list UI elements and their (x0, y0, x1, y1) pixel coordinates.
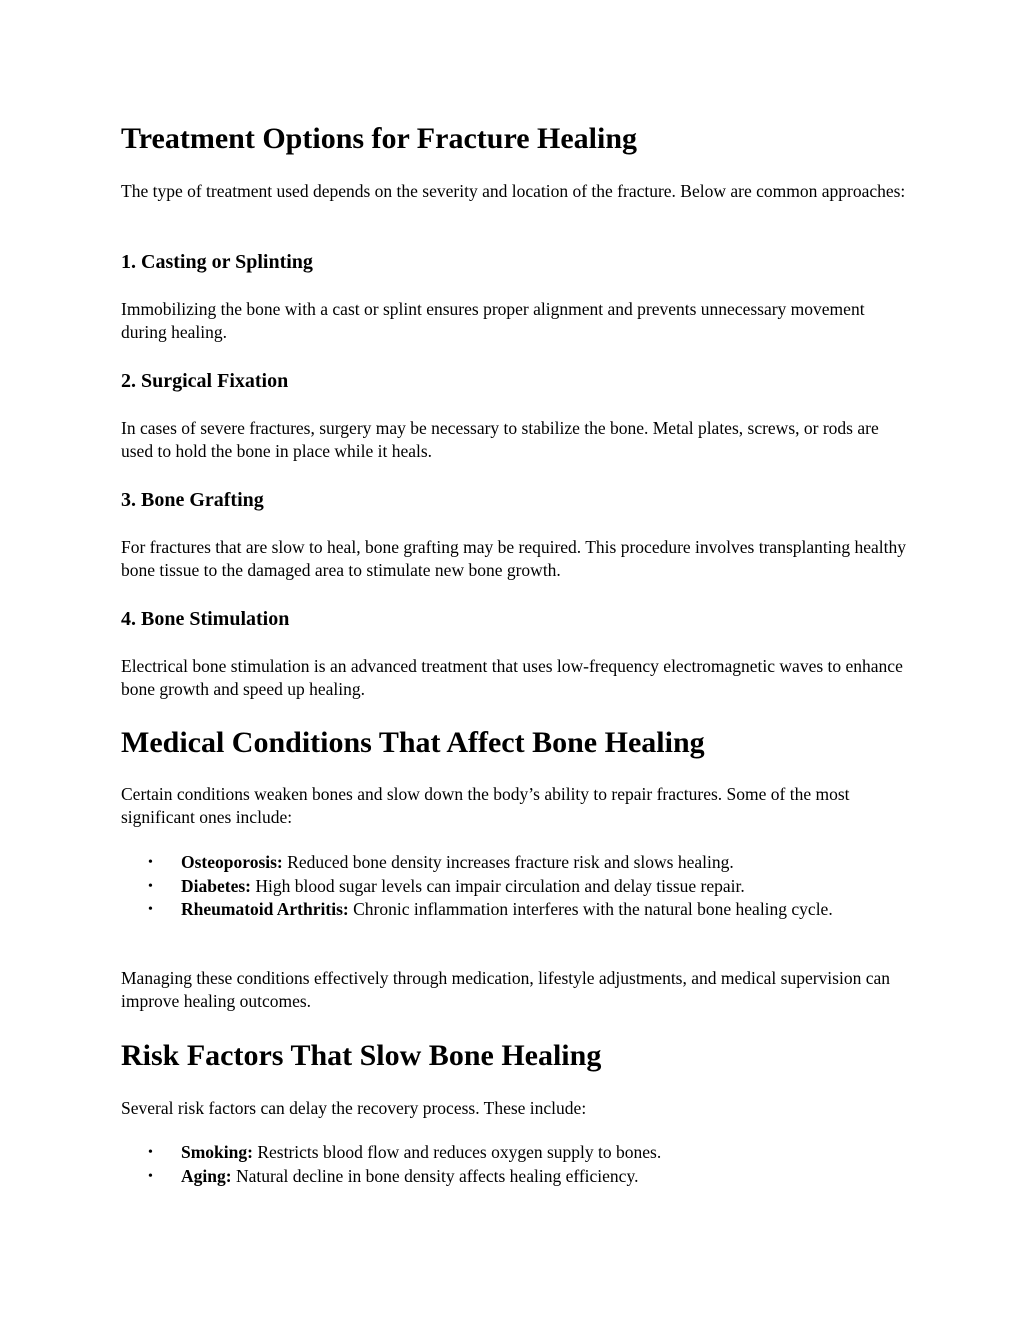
bullet-icon: • (148, 902, 153, 917)
list-item (121, 875, 886, 899)
risk-factors-list (121, 1141, 911, 1188)
section-intro-medical-conditions: Certain conditions weaken bones and slow down the body’s ability to repair fractures. Some of the most significant ones include: (121, 784, 850, 827)
subheading-bone-grafting: 3. Bone Grafting (121, 489, 264, 511)
list-item-term: Smoking: (181, 1142, 253, 1162)
bullet-icon: • (148, 878, 153, 894)
section-heading-medical-conditions: Medical Conditions That Affect Bone Healing (121, 726, 705, 759)
list-item-text: Restricts blood flow and reduces oxygen supply to bones. (252, 1142, 662, 1162)
list-item-text: Chronic inflammation interferes with the natural bone healing cycle. (348, 899, 833, 919)
subheading-casting: 1. Casting or Splinting (121, 251, 313, 273)
subheading-surgical-fixation: 2. Surgical Fixation (121, 370, 289, 392)
list-item-term: Diabetes: (181, 875, 251, 896)
list-item (121, 1165, 886, 1189)
section-heading-risk-factors: Risk Factors That Slow Bone Healing (121, 1039, 602, 1072)
list-item-text: High blood sugar levels can impair circulation and delay tissue repair. (250, 875, 745, 896)
list-item-text: Reduced bone density increases fracture risk and slows healing. (282, 852, 734, 872)
list-item (121, 851, 886, 875)
section-outro-medical-conditions: Managing these conditions effectively through medication, lifestyle adjustments, and medical supervision can improve healing outcomes. (121, 968, 890, 1011)
bullet-icon: • (148, 1145, 153, 1160)
list-item-term: Aging: (181, 1165, 232, 1186)
section-heading-treatment: Treatment Options for Fracture Healing (121, 122, 638, 155)
bullet-icon: • (148, 855, 153, 870)
list-item-term: Rheumatoid Arthritis: (181, 899, 349, 919)
list-item-term: Osteoporosis: (181, 852, 283, 872)
paragraph-casting: Immobilizing the bone with a cast or splint ensures proper alignment and prevents unnecessary movement during healing. (121, 299, 865, 342)
paragraph-bone-stimulation: Electrical bone stimulation is an advanced treatment that uses low-frequency electromagnetic waves to enhance bone growth and speed up healing. (121, 656, 903, 699)
list-item (121, 1141, 886, 1165)
medical-conditions-list (121, 851, 911, 922)
list-item-text: Natural decline in bone density affects healing efficiency. (231, 1165, 639, 1186)
list-item (121, 898, 886, 922)
paragraph-surgical-fixation: In cases of severe fractures, surgery may be necessary to stabilize the bone. Metal plates, screws, or rods are used to hold the bone in place while it heals. (121, 418, 879, 461)
bullet-icon: • (148, 1168, 153, 1184)
section-intro-treatment: The type of treatment used depends on the severity and location of the fracture. Below are common approaches: (121, 181, 906, 201)
paragraph-bone-grafting: For fractures that are slow to heal, bone grafting may be required. This procedure involves transplanting healthy bone tissue to the damaged area to stimulate new bone growth. (121, 537, 906, 580)
subheading-bone-stimulation: 4. Bone Stimulation (121, 608, 290, 630)
section-intro-risk-factors: Several risk factors can delay the recovery process. These include: (121, 1098, 587, 1118)
